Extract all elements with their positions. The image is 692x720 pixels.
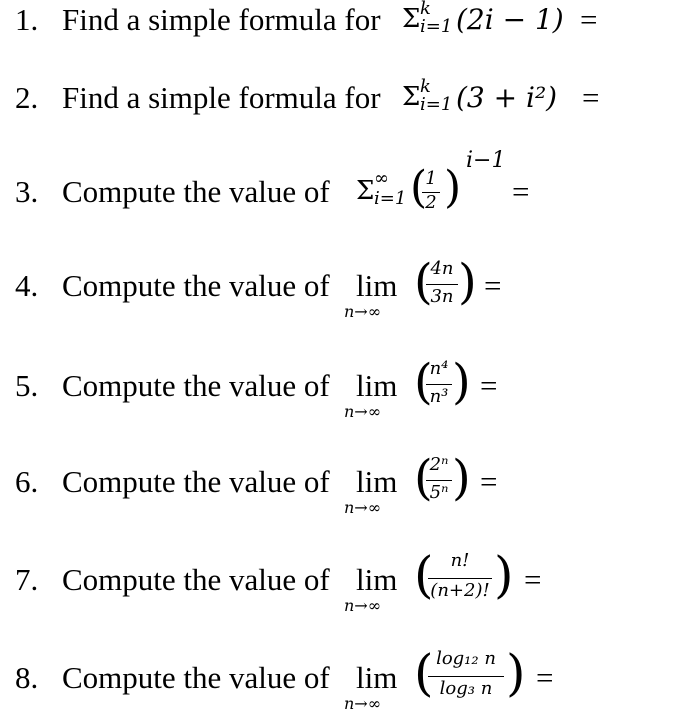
problem-number: 6. bbox=[15, 464, 39, 499]
problem-text: Compute the value of bbox=[62, 368, 330, 403]
limit-subscript: n→∞ bbox=[344, 302, 382, 321]
fraction-denominator: (n+2)! bbox=[430, 580, 490, 601]
problem-number: 4. bbox=[15, 268, 39, 303]
right-paren: ) bbox=[494, 546, 514, 604]
problem-text: Compute the value of bbox=[62, 464, 330, 499]
limit-operator: lim bbox=[356, 368, 398, 403]
fraction-denominator: n³ bbox=[429, 386, 449, 407]
problem-number: 3. bbox=[15, 174, 39, 209]
sum-body: (2i − 1) bbox=[456, 3, 564, 36]
sum-lower-limit: i=1 bbox=[420, 16, 453, 37]
limit-operator: lim bbox=[356, 660, 398, 695]
equals-sign: = bbox=[580, 2, 598, 37]
left-paren: ( bbox=[414, 644, 434, 702]
left-paren: ( bbox=[414, 254, 433, 310]
right-paren: ) bbox=[452, 354, 471, 410]
limit-subscript: n→∞ bbox=[344, 498, 382, 517]
fraction-denominator: 3n bbox=[430, 286, 454, 307]
problem-text: Find a simple formula for bbox=[62, 80, 381, 115]
problem-text: Compute the value of bbox=[62, 174, 330, 209]
exponent: i−1 bbox=[466, 148, 506, 173]
sum-body: (3 + i²) bbox=[456, 81, 558, 114]
sum-symbol: Σ bbox=[402, 4, 421, 34]
right-paren: ) bbox=[452, 450, 471, 506]
problem-number: 1. bbox=[15, 2, 39, 37]
limit-operator: lim bbox=[356, 268, 398, 303]
left-paren: ( bbox=[414, 450, 433, 506]
right-paren: ) bbox=[458, 254, 477, 310]
problem-text: Compute the value of bbox=[62, 660, 330, 695]
left-paren: ( bbox=[414, 354, 433, 410]
fraction-denominator: log₃ n bbox=[439, 678, 493, 699]
left-paren: ( bbox=[414, 546, 434, 604]
sum-symbol: Σ bbox=[356, 176, 375, 206]
sum-upper-limit: ∞ bbox=[374, 168, 389, 189]
equals-sign: = bbox=[480, 464, 498, 499]
fraction-numerator: n⁴ bbox=[429, 358, 449, 379]
problem-text: Find a simple formula for bbox=[62, 2, 381, 37]
fraction-numerator: 2ⁿ bbox=[429, 454, 449, 475]
fraction-denominator: 5ⁿ bbox=[429, 482, 449, 503]
right-paren: ) bbox=[444, 162, 462, 213]
limit-subscript: n→∞ bbox=[344, 402, 382, 421]
fraction-bar bbox=[426, 480, 452, 481]
sum-symbol: Σ bbox=[402, 82, 421, 112]
fraction-bar bbox=[428, 578, 492, 579]
limit-operator: lim bbox=[356, 562, 398, 597]
sum-lower-limit: i=1 bbox=[420, 94, 453, 115]
sum-upper-limit: k bbox=[420, 76, 431, 97]
left-paren: ( bbox=[410, 162, 428, 213]
fraction-bar bbox=[428, 676, 504, 677]
fraction-bar bbox=[426, 384, 452, 385]
right-paren: ) bbox=[506, 644, 526, 702]
sum-upper-limit: k bbox=[420, 0, 431, 19]
fraction-numerator: n! bbox=[450, 550, 470, 571]
fraction-denominator: 2 bbox=[425, 192, 437, 213]
equals-sign: = bbox=[582, 80, 600, 115]
equals-sign: = bbox=[484, 268, 502, 303]
equals-sign: = bbox=[536, 660, 554, 695]
equals-sign: = bbox=[524, 562, 542, 597]
problem-number: 7. bbox=[15, 562, 39, 597]
fraction-bar bbox=[426, 284, 458, 285]
equals-sign: = bbox=[480, 368, 498, 403]
limit-operator: lim bbox=[356, 464, 398, 499]
problem-number: 5. bbox=[15, 368, 39, 403]
sum-lower-limit: i=1 bbox=[374, 188, 407, 209]
equals-sign: = bbox=[512, 174, 530, 209]
problem-number: 2. bbox=[15, 80, 39, 115]
fraction-numerator: 4n bbox=[430, 258, 454, 279]
problem-number: 8. bbox=[15, 660, 39, 695]
problem-text: Compute the value of bbox=[62, 562, 330, 597]
limit-subscript: n→∞ bbox=[344, 694, 382, 713]
fraction-numerator: 1 bbox=[425, 168, 437, 189]
limit-subscript: n→∞ bbox=[344, 596, 382, 615]
fraction-numerator: log₁₂ n bbox=[436, 648, 496, 669]
problem-text: Compute the value of bbox=[62, 268, 330, 303]
